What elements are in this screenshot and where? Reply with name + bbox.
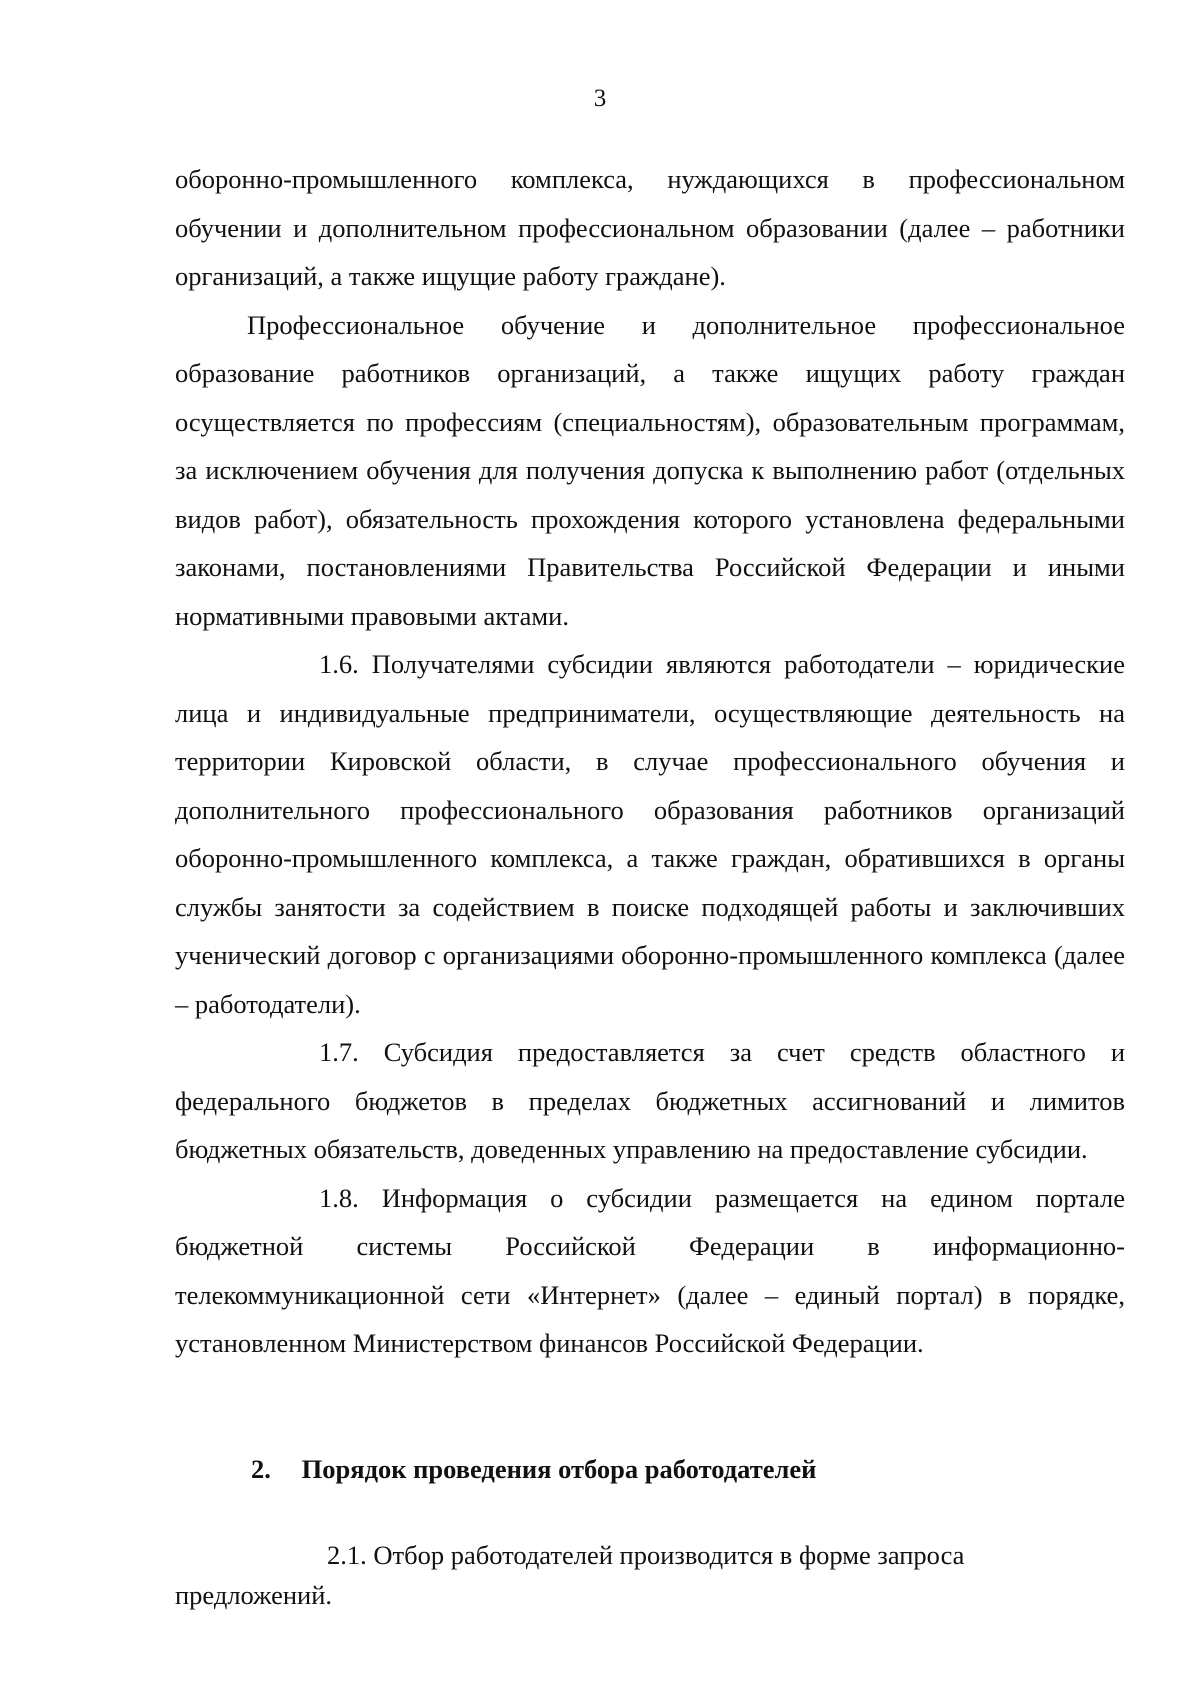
paragraph-1-8 xyxy=(175,1174,1125,1368)
section-heading xyxy=(0,1452,1200,1486)
paragraph-number: 2.1. xyxy=(327,1540,367,1570)
paragraph-training-scope xyxy=(175,301,1125,641)
body-text xyxy=(175,155,1125,1368)
paragraph-number: 1.7. xyxy=(319,1037,359,1067)
paragraph-1-6 xyxy=(175,640,1125,1028)
paragraph-text: Субсидия предоставляется за счет средств областного и федерального бюджетов в пределах бюджетных ассигнований и лимитов бюджетных обязательств, доведенных управлению на предоставление субсидии. xyxy=(175,1037,1125,1164)
paragraph-1-7 xyxy=(175,1028,1125,1174)
paragraph-continuation xyxy=(175,155,1125,301)
paragraph-text: Отбор работодателей производится в форме запроса предложений. xyxy=(175,1540,965,1610)
paragraph-number: 1.6. xyxy=(319,649,359,679)
paragraph-text: оборонно-промышленного комплекса, нуждающихся в профессиональном обучении и дополнительном профессиональном образовании (далее – работники организаций, а также ищущие работу граждане). xyxy=(175,164,1125,291)
paragraph-text: Получателями субсидии являются работодатели – юридические лица и индивидуальные предприниматели, осуществляющие деятельность на территории Кировской области, в случае профессионального обучения и дополнительного профессионального образования работников организаций оборонно-промышленного комплекса, а также граждан, обратившихся в органы службы занятости за содействием в поиске подходящей работы и заключивших ученический договор с организациями оборонно-промышленного комплекса (далее – работодатели). xyxy=(175,649,1126,1019)
page-number: 3 xyxy=(593,85,607,112)
section-number: 2. xyxy=(251,1454,271,1484)
section-title: Порядок проведения отбора работодателей xyxy=(301,1454,817,1484)
paragraph-number: 1.8. xyxy=(319,1182,359,1213)
paragraph-text: Профессиональное обучение и дополнительное профессиональное образование работников организаций, а также ищущих работу граждан осуществляется по профессиям (специальностям), образовательным программам, за исключением обучения для получения допуска к выполнению работ (отдельных видов работ), обязательность прохождения которого установлена федеральными законами, постановлениями Правительства Российской Федерации и иными нормативными правовыми актами. xyxy=(175,309,1125,631)
paragraph-text: Информация о субсидии размещается на едином портале бюджетной системы Российской Федерации в информационно-телекоммуникационной сети «Интернет» (далее – единый портал) в порядке, установленном Министерством финансов Российской Федерации. xyxy=(175,1182,1125,1358)
paragraph-2-1 xyxy=(175,1535,1125,1615)
